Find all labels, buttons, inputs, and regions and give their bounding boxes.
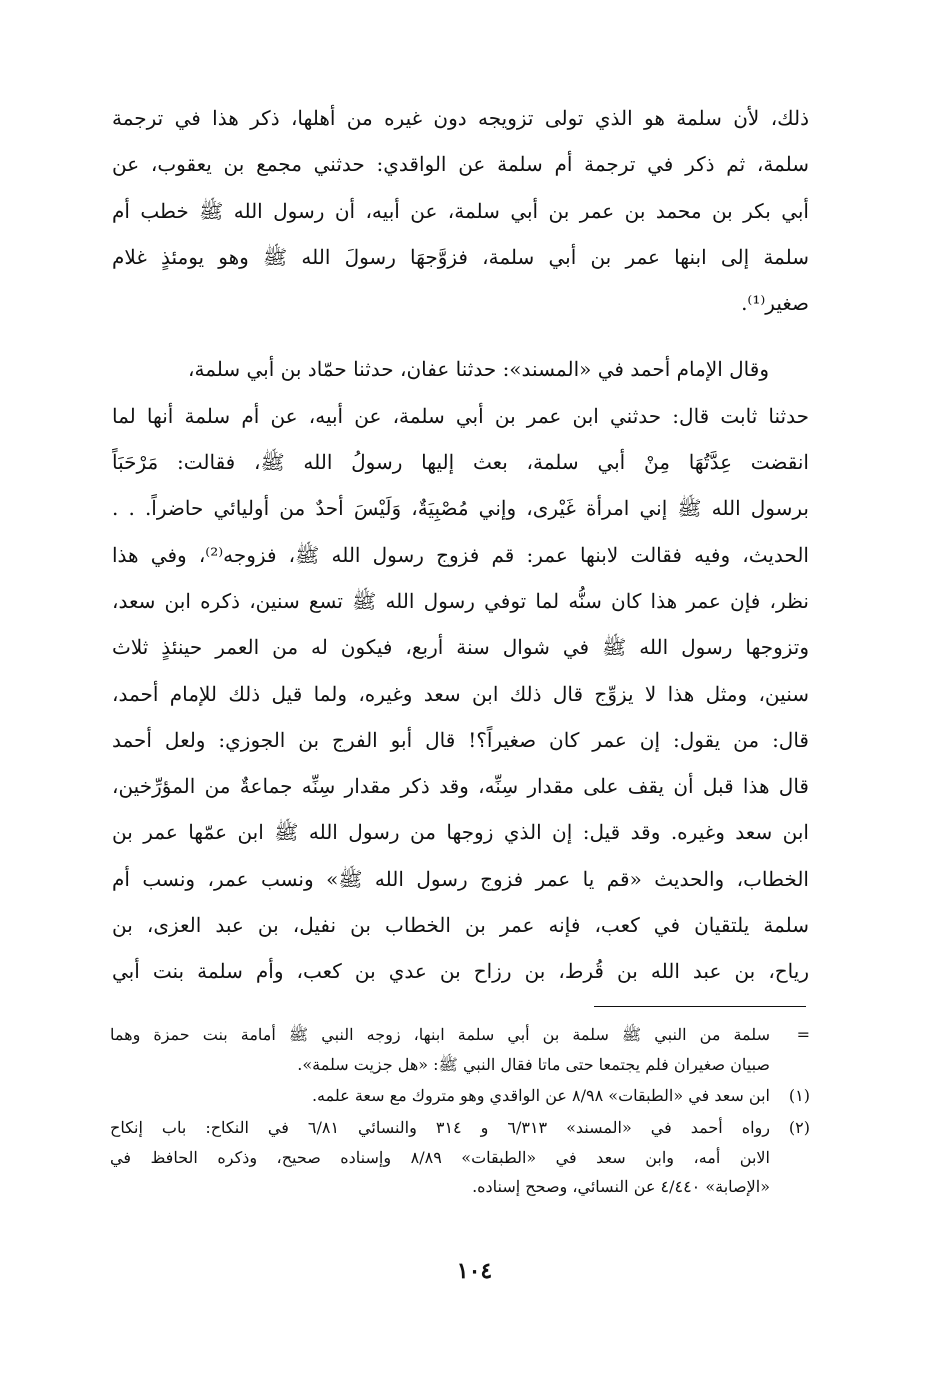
text-line: أبي بكر بن محمد بن عمر بن أبي سلمة، عن أبيه، أن رسول الله ﷺ خطب أم [112, 198, 809, 223]
footnote-continued [110, 1020, 810, 1079]
footnote-body [110, 1113, 770, 1202]
footnote-line: صبيان صغيران فلم يجتمعا حتى ماتا فقال النبي ﷺ: «هل جزيت سلمة». [297, 1054, 770, 1074]
text-line: وقال الإمام أحمد في «المسند»: حدثنا عفان، حدثنا حمّاد بن أبي سلمة، [188, 357, 769, 382]
footnote-2 [110, 1113, 810, 1202]
footnote-marker: = [796, 1025, 810, 1044]
footnote-line: الابن أمه، وابن سعد في «الطبقات» ٨/٨٩ وإسناده صحيح، وذكره الحافظ في [110, 1147, 770, 1167]
text-line: ذلك، لأن سلمة هو الذي تولى تزويجه دون غيره من أهلها، ذكر هذا في ترجمة [112, 106, 809, 130]
footnote-marker: (١) [788, 1086, 810, 1105]
footnote-marker: (٢) [788, 1118, 810, 1137]
paragraph-1 [112, 95, 809, 326]
text-line: سنين، ومثل هذا لا يزوِّج قال ذلك ابن سعد وغيره، ولما قيل ذلك للإمام أحمد، [112, 681, 809, 706]
footnote-divider [594, 1006, 806, 1007]
text-line: سلمة يلتقيان في كعب، فإنه عمر بن الخطاب بن نفيل، بن عبد العزى، بن [112, 913, 809, 938]
footnotes [110, 1020, 810, 1202]
page-number: ١٠٤ [456, 1258, 493, 1284]
text-line: انقضت عِدَّتُهَا مِنْ أبي سلمة، بعث إليها رسولُ الله ﷺ، فقالت: مَرْحَبَاً [112, 450, 809, 475]
text-line: صغير⁽¹⁾. [741, 291, 809, 316]
paragraph-2 [112, 346, 809, 994]
text-line: قال: من يقول: إن عمر كان صغيراً؟! قال أبو الفرج بن الجوزي: ولعل أحمد [112, 727, 809, 752]
text-line: نظر، فإن عمر هذا كان سنُّه لما توفي رسول الله ﷺ تسع سنين، ذكره ابن سعد، [112, 588, 809, 613]
text-line: سلمة، ثم ذكر في ترجمة أم سلمة عن الواقدي: حدثني مجمع بن يعقوب، عن [112, 152, 809, 177]
text-line: رياح، بن عبد الله بن قُرط، بن رزاح بن عدي بن كعب، وأم سلمة بنت أبي [112, 959, 809, 984]
footnote-line: سلمة من النبي ﷺ سلمة بن أبي سلمة ابنها، زوجه النبي ﷺ أمامة بنت حمزة وهما [110, 1025, 770, 1044]
text-line: الحديث، وفيه فقالت لابنها عمر: قم فزوج رسول الله ﷺ، فزوجه⁽²⁾، وفي هذا [112, 542, 809, 567]
text-line: برسول الله ﷺ إني امرأة غَيْرى، وإني مُصْبِيَةٌ، وَلَيْسَ أحدٌ من أوليائي حاضراً. . . [112, 496, 809, 521]
main-text [112, 95, 809, 995]
footnote-line: ابن سعد في «الطبقات» ٨/٩٨ عن الواقدي وهو متروك مع سعة علمه. [311, 1086, 770, 1105]
footnote-line: رواه أحمد في «المسند» ٦/٣١٣ و ٣١٤ والنسائي ٦/٨١ في النكاح: باب إنكاح [110, 1118, 770, 1137]
text-line: حدثنا ثابت قال: حدثني ابن عمر بن أبي سلمة، عن أبيه، عن أم سلمة أنها لما [112, 403, 809, 428]
footnote-body [110, 1020, 770, 1079]
text-line: سلمة إلى ابنها عمر بن أبي سلمة، فزوَّجهَا رسولَ الله ﷺ وهو يومئذٍ غلام [112, 244, 809, 269]
footnote-1 [110, 1081, 810, 1111]
text-line: الخطاب، والحديث «قم يا عمر فزوج رسول الله ﷺ» ونسب عمر، ونسب أم [112, 866, 809, 891]
footnote-body [110, 1081, 770, 1111]
text-line: وتزوجها رسول الله ﷺ في شوال سنة أربع، فيكون له من العمر حينئذٍ ثلاث [112, 635, 809, 660]
text-line: ابن سعد وغيره. وقد قيل: إن الذي زوجها من رسول الله ﷺ ابن عمّها عمر بن [112, 820, 809, 845]
text-line: قال هذا قبل أن يقف على مقدار سِنِّه، وقد ذكر مقدار سِنِّه جماعةٌ من المؤرِّخين، [112, 774, 809, 799]
footnote-line: «الإصابة» ٤/٤٤٠ عن النسائي، وصحح إسناده. [472, 1177, 770, 1196]
